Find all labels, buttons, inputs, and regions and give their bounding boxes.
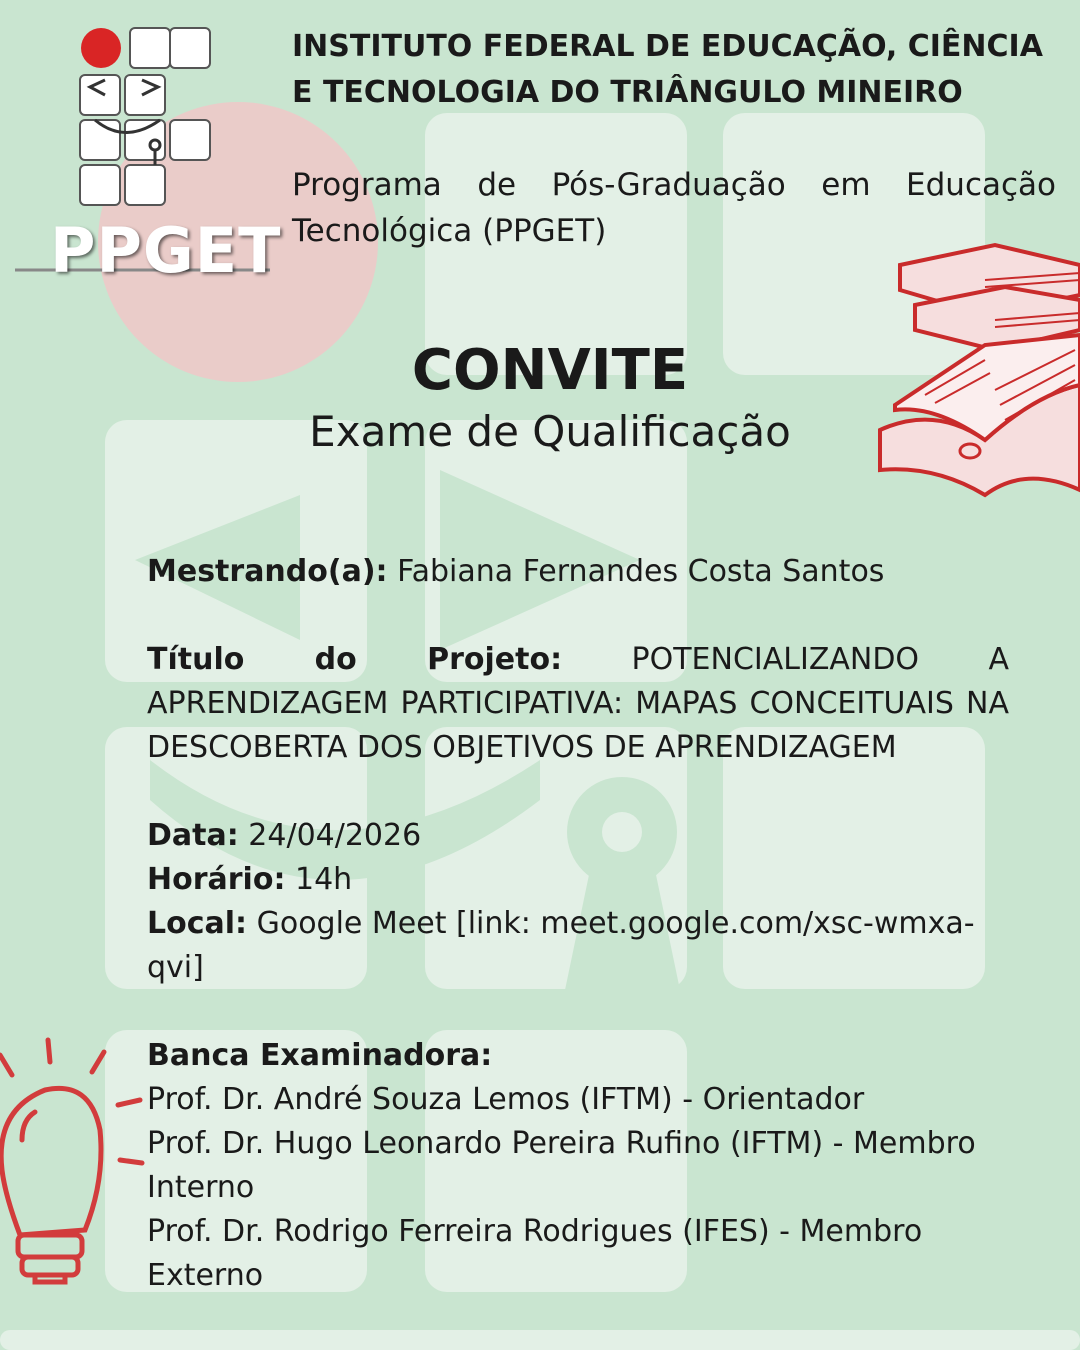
committee-label: Banca Examinadora: [147,1038,493,1073]
date-line [147,814,1009,858]
institution-name: INSTITUTO FEDERAL DE EDUCAÇÃO, CIÊNCIA E TECNOLOGIA DO TRIÂNGULO MINEIRO [292,29,1043,110]
logo-text: PPGET [50,214,282,287]
student-label: Mestrando(a): [147,554,388,589]
invitation-details [147,550,1009,1298]
project-label: Título do Projeto: [147,642,563,677]
committee-member: Prof. Dr. André Souza Lemos (IFTM) - Orientador [147,1082,865,1117]
student-name: Fabiana Fernandes Costa Santos [397,554,885,589]
project-title: POTENCIALIZANDO A APRENDIZAGEM PARTICIPATIVA: MAPAS CONCEITUAIS NA DESCOBERTA DOS OBJETIVOS DE APRENDIZAGEM [147,642,1009,765]
time-label: Horário: [147,862,286,897]
student-line [147,550,1009,594]
time-value: 14h [295,862,353,897]
page-title: CONVITE [411,338,689,403]
title-block [0,338,1080,460]
location-line [147,902,1009,990]
time-line [147,858,1009,902]
location-value[interactable]: Google Meet [link: meet.google.com/xsc-wmxa-qvi] [147,906,975,985]
project-line [147,638,1009,770]
page-subtitle: Exame de Qualificação [309,407,791,456]
committee-member: Prof. Dr. Rodrigo Ferreira Rodrigues (IFES) - Membro Externo [147,1214,923,1293]
lightbulb-icon [0,1030,150,1290]
date-label: Data: [147,818,239,853]
date-value: 24/04/2026 [248,818,422,853]
committee-member: Prof. Dr. Hugo Leonardo Pereira Rufino (IFTM) - Membro Interno [147,1126,976,1205]
ppget-logo [10,20,282,287]
program-name: Programa de Pós-Graduação em Educação Tecnológica (PPGET) [292,167,1056,249]
location-label: Local: [147,906,248,941]
